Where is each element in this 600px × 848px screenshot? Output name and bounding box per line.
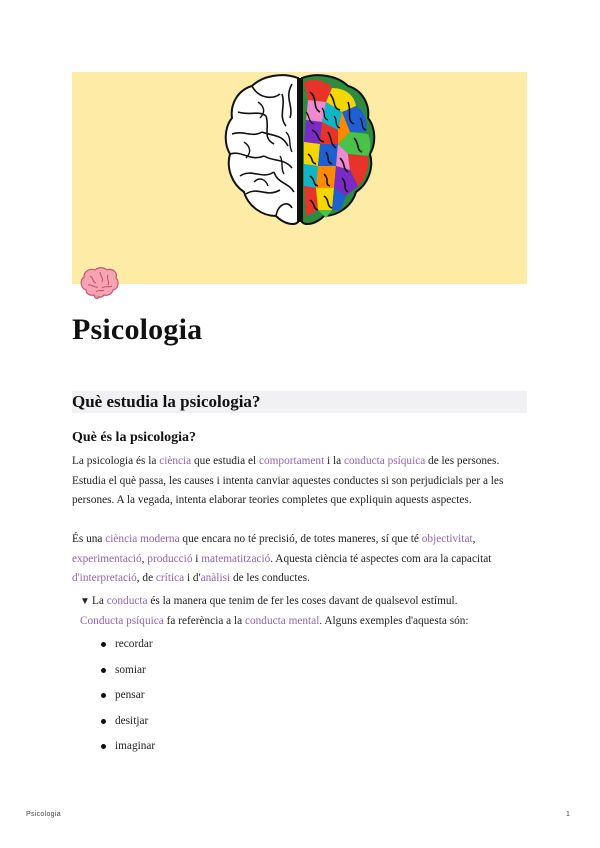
text-run: , de (136, 572, 156, 584)
toggle-arrow-icon[interactable]: ▼ (80, 596, 90, 607)
paragraph-definition (72, 452, 512, 511)
link-analisi[interactable]: anàlisi (200, 572, 231, 584)
text-run: . Aquesta ciència té aspectes com ara la capacitat (270, 552, 492, 565)
text-run: que encara no té precisió, de totes maneres, sí que té (179, 533, 422, 545)
link-ciencia-moderna[interactable]: ciència moderna (105, 533, 180, 545)
text-run: La psicologia és la (72, 455, 160, 467)
text-run: i (192, 552, 202, 565)
link-comportament[interactable]: comportament (258, 455, 325, 467)
text-run: i la (324, 455, 344, 467)
page-number: 1 (566, 811, 570, 818)
subsection-heading: Què és la psicologia? (72, 430, 197, 445)
link-critica[interactable]: crítica (155, 572, 185, 584)
link-interpretacio[interactable]: d'interpretació (72, 572, 137, 584)
link-conducta-psiquica[interactable]: conducta psíquica (343, 455, 426, 467)
link-ciencia[interactable]: ciència (159, 455, 192, 467)
text-run: , (472, 533, 476, 545)
toggle-block-conducta (80, 592, 510, 631)
brain-emoji-icon (78, 266, 120, 302)
text-run: És una (72, 533, 106, 545)
link-experimentacio[interactable]: experimentació (72, 552, 142, 565)
list-item: recordar (98, 632, 155, 658)
footer-title: Psicologia (26, 811, 61, 818)
text-run: La (92, 595, 107, 607)
link-produccio[interactable]: producció (147, 552, 193, 565)
text-run: , (141, 552, 148, 565)
text-run: fa referència a la (163, 614, 245, 627)
text-run: és la manera que tenim de fer les coses davant de qualsevol estímul. (147, 595, 458, 607)
toggle-body (80, 615, 469, 627)
examples-list (98, 632, 155, 760)
link-conducta[interactable]: conducta (106, 595, 148, 607)
link-conducta-psiquica-2[interactable]: Conducta psíquica (80, 614, 164, 627)
page-cover (72, 72, 527, 284)
text-run: . Alguns exemples d'aquesta són: (319, 614, 469, 627)
paragraph-modern-science (72, 530, 512, 589)
page-title: Psicologia (72, 313, 203, 346)
link-conducta-mental[interactable]: conducta mental (245, 614, 320, 627)
text-run: de les persones. Estudia el què passa, les causes i intenta canviar aquestes conductes si son perjudicials per a les persones. A la vegada, intenta elaborar teories completes que expliquin aquests aspectes. (72, 455, 504, 506)
list-item: somiar (98, 658, 155, 684)
list-item: imaginar (98, 734, 155, 760)
text-run: que estudia el (191, 455, 259, 467)
text-run: de les conductes. (230, 572, 310, 584)
text-run: i d' (184, 572, 201, 584)
list-item: pensar (98, 683, 155, 709)
section-heading: Què estudia la psicologia? (72, 391, 527, 413)
link-objectivitat[interactable]: objectivitat (421, 533, 473, 545)
brain-illustration-icon (222, 72, 378, 236)
list-item: desitjar (98, 709, 155, 735)
link-matematitzacio[interactable]: matematització (201, 552, 271, 565)
